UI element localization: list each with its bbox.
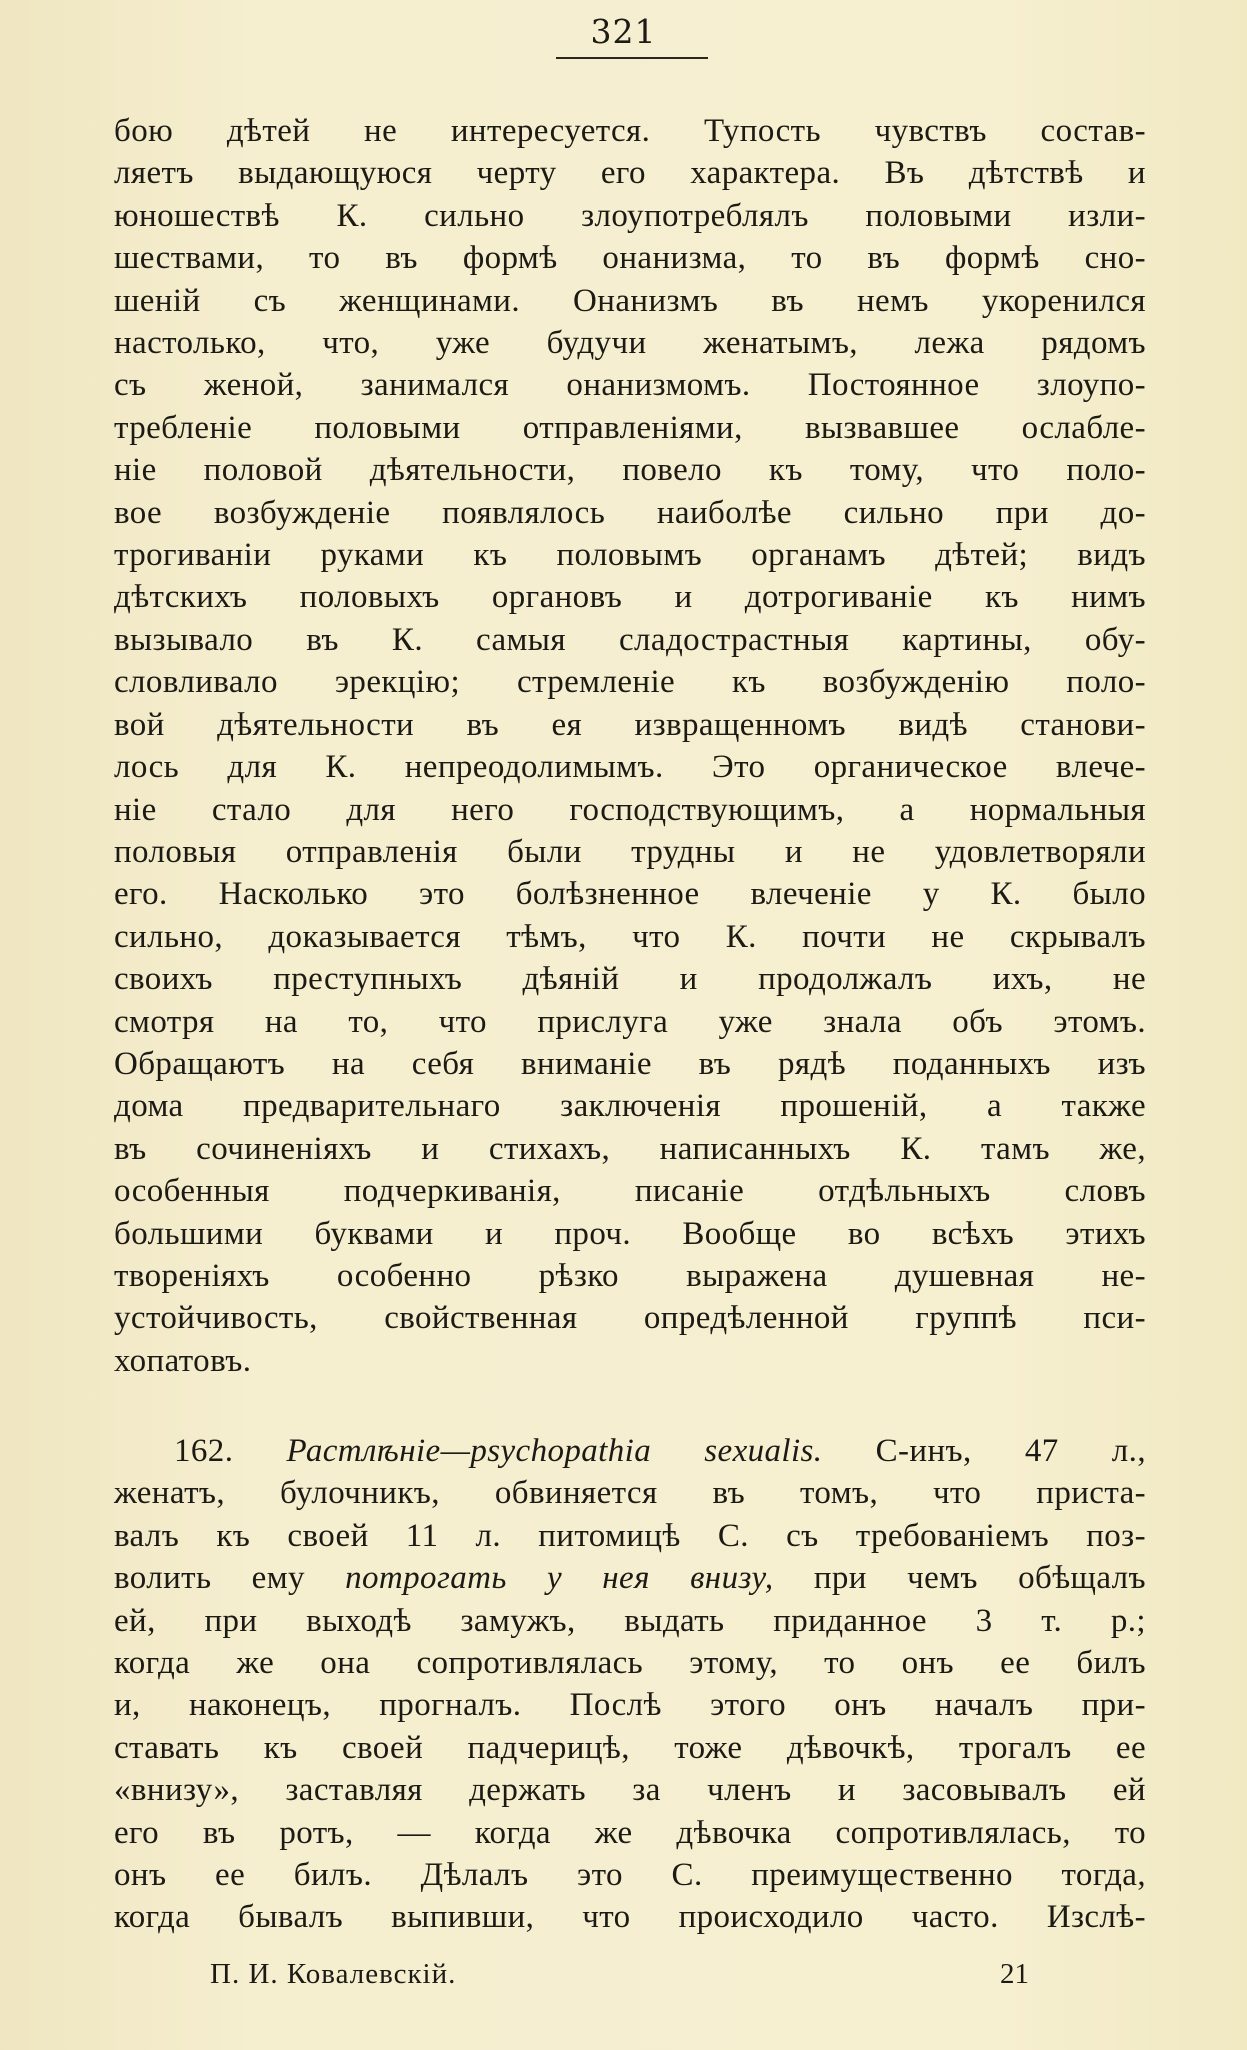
text-line: онъ ее билъ. Дѣлалъ это С. преимущественно тогда, (114, 1857, 1146, 1894)
text-line: бою дѣтей не интересуется. Тупость чувствъ состав- (114, 113, 1146, 149)
case-number: 162. (174, 1433, 234, 1469)
text-line: устойчивость, свойственная опредѣленной группѣ пси- (114, 1300, 1146, 1337)
text-line: и, наконецъ, прогналъ. Послѣ этого онъ началъ при- (114, 1687, 1146, 1724)
footer-signature-mark: 21 (1000, 1958, 1029, 1990)
text-line: ніе половой дѣятельности, повело къ тому, что поло- (114, 452, 1146, 489)
case-subject: С-инъ, 47 л., (875, 1433, 1146, 1469)
page-number-rule (556, 57, 708, 59)
text-line: его. Насколько это болѣзненное влеченіе у К. было (114, 876, 1146, 913)
text-line: юношествѣ К. сильно злоупотреблялъ половыми изли- (114, 197, 1146, 234)
footer-author: П. И. Ковалевскій. (210, 1958, 457, 1990)
page-number: 321 (590, 12, 657, 51)
text-line: словливало эрекцію; стремленіе къ возбужденію поло- (114, 664, 1146, 701)
text-line: твореніяхъ особенно рѣзко выражена душевная не- (114, 1257, 1146, 1294)
text-line: его въ ротъ, — когда же дѣвочка сопротивлялась, то (114, 1814, 1146, 1851)
text-line: своихъ преступныхъ дѣяній и продолжалъ ихъ, не (114, 961, 1146, 998)
text-line: когда же она сопротивлялась этому, то онъ ее билъ (114, 1645, 1146, 1682)
text-line: хопатовъ. (114, 1342, 252, 1379)
case-quote-italic: потрогать у нея внизу, (345, 1560, 774, 1597)
case-162-line-4: волить ему потрогать у нея внизу, при чемъ обѣщалъ (114, 1560, 1146, 1597)
text-line: требленіе половыми отправленіями, вызвавшее ослабле- (114, 409, 1146, 446)
case-162-line-2: женатъ, булочникъ, обвиняется въ томъ, что приста- (114, 1475, 1146, 1512)
text-line: вой дѣятельности въ ея извращенномъ видѣ станови- (114, 706, 1146, 743)
text-line: съ женой, занимался онанизмомъ. Постоянное злоупо- (114, 367, 1146, 404)
case-162-line-3: валъ къ своей 11 л. питомицѣ С. съ требованіемъ поз- (114, 1517, 1146, 1554)
text-line: лось для К. непреодолимымъ. Это органическое влече- (114, 749, 1146, 786)
text-line: дома предварительнаго заключенія прошеній, а также (114, 1088, 1146, 1125)
text-line: большими буквами и проч. Вообще во всѣхъ этихъ (114, 1215, 1146, 1252)
text-line: шеній съ женщинами. Онанизмъ въ немъ укоренился (114, 282, 1146, 319)
page-footer (0, 1958, 1247, 2002)
paragraph-case-162 (114, 1430, 1146, 1939)
text-line: ей, при выходѣ замужъ, выдать приданное 3 т. р.; (114, 1602, 1146, 1639)
case-162-line-1 (114, 1430, 1146, 1472)
text-line: сильно, доказывается тѣмъ, что К. почти не скрывалъ (114, 918, 1146, 955)
text-line: ставать къ своей падчерицѣ, тоже дѣвочкѣ, трогалъ ее (114, 1729, 1146, 1766)
text-line: вое возбужденіе появлялось наиболѣе сильно при до- (114, 494, 1146, 531)
text-line: дѣтскихъ половыхъ органовъ и дотрогиваніе къ нимъ (114, 579, 1146, 616)
text-line: особенныя подчеркиванія, писаніе отдѣльныхъ словъ (114, 1173, 1146, 1210)
text-line: Обращаютъ на себя вниманіе въ рядѣ поданныхъ изъ (114, 1045, 1146, 1082)
text-line: шествами, то въ формѣ онанизма, то въ формѣ сно- (114, 240, 1146, 277)
text-line: вызывало въ К. самыя сладострастныя картины, обу- (114, 621, 1146, 658)
text-line: ляетъ выдающуюся черту его характера. Въ дѣтствѣ и (114, 155, 1146, 192)
text-line: половыя отправленія были трудны и не удовлетворяли (114, 833, 1146, 870)
text-line: ніе стало для него господствующимъ, а нормальныя (114, 791, 1146, 828)
paragraph-continued (114, 110, 1146, 1382)
case-162-rest (114, 1600, 1146, 1939)
text-line: «внизу», заставляя держать за членъ и засовывалъ ей (114, 1772, 1146, 1809)
text-line: настолько, что, уже будучи женатымъ, лежа рядомъ (114, 325, 1146, 362)
text-line: въ сочиненіяхъ и стихахъ, написанныхъ К. тамъ же, (114, 1130, 1146, 1167)
text-line: трогиваніи руками къ половымъ органамъ дѣтей; видъ (114, 537, 1146, 574)
text-line: смотря на то, что прислуга уже знала объ этомъ. (114, 1003, 1146, 1040)
case-title: Растлѣніе—psychopathia sexualis. (286, 1433, 823, 1469)
text-line: когда бывалъ выпивши, что происходило часто. Изслѣ- (114, 1899, 1146, 1936)
